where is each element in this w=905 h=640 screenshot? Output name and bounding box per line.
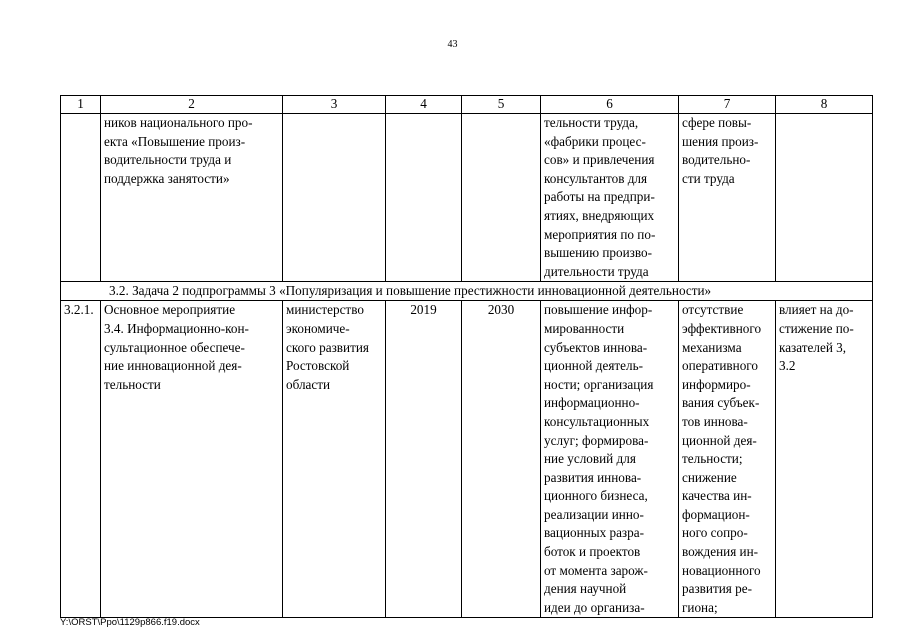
cell-end-year: 2030 — [462, 301, 541, 618]
cell-executor — [283, 114, 386, 282]
cell-indicators — [776, 114, 873, 282]
section-row — [61, 282, 873, 301]
program-table — [60, 95, 873, 618]
cell-executor: министерство экономиче- ского развития Ростовской области — [283, 301, 386, 618]
header-cell: 6 — [541, 96, 679, 114]
footer-file-path: Y:\ORST\Ppo\1129p866.f19.docx — [60, 617, 200, 628]
cell-number — [61, 114, 101, 282]
header-cell: 8 — [776, 96, 873, 114]
header-cell: 2 — [101, 96, 283, 114]
header-cell: 1 — [61, 96, 101, 114]
cell-consequences: отсутствие эффективного механизма оперативного информиро- вания субъек- тов иннова- ционной дея- тельности; снижение качества ин- формацион- ного сопро- вождения ин- новационного развития ре- гиона; — [679, 301, 776, 618]
header-cell: 7 — [679, 96, 776, 114]
cell-consequences: сфере повы- шения произ- водительно- сти труда — [679, 114, 776, 282]
item-row — [61, 301, 873, 618]
continuation-row — [61, 114, 873, 282]
page-number: 43 — [447, 39, 458, 50]
cell-start-year: 2019 — [386, 301, 462, 618]
section-title: 3.2. Задача 2 подпрограммы 3 «Популяризация и повышение престижности инновационной деятельности» — [61, 282, 873, 301]
cell-start-year — [386, 114, 462, 282]
cell-expected-result: повышение инфор- мированности субъектов иннова- ционной деятель- ности; организация информационно- консультационных услуг; формирова- ние условий для развития иннова- ционного бизнеса, реализации инно- вационных разра- боток и проектов от момента зарож- дения научной идеи до организа- — [541, 301, 679, 618]
cell-name: ников национального про- екта «Повышение произ- водительности труда и поддержка занятости» — [101, 114, 283, 282]
cell-indicators: влияет на до- стижение по- казателей 3, 3.2 — [776, 301, 873, 618]
cell-name: Основное мероприятие 3.4. Информационно-кон- сультационное обеспече- ние инновационной дея- тельности — [101, 301, 283, 618]
cell-number: 3.2.1. — [61, 301, 101, 618]
cell-end-year — [462, 114, 541, 282]
header-cell: 5 — [462, 96, 541, 114]
header-row — [61, 96, 873, 114]
header-cell: 3 — [283, 96, 386, 114]
header-cell: 4 — [386, 96, 462, 114]
cell-expected-result: тельности труда, «фабрики процес- сов» и привлечения консультантов для работы на предпри- ятиях, внедряющих мероприятия по по- вышению произво- дительности труда — [541, 114, 679, 282]
